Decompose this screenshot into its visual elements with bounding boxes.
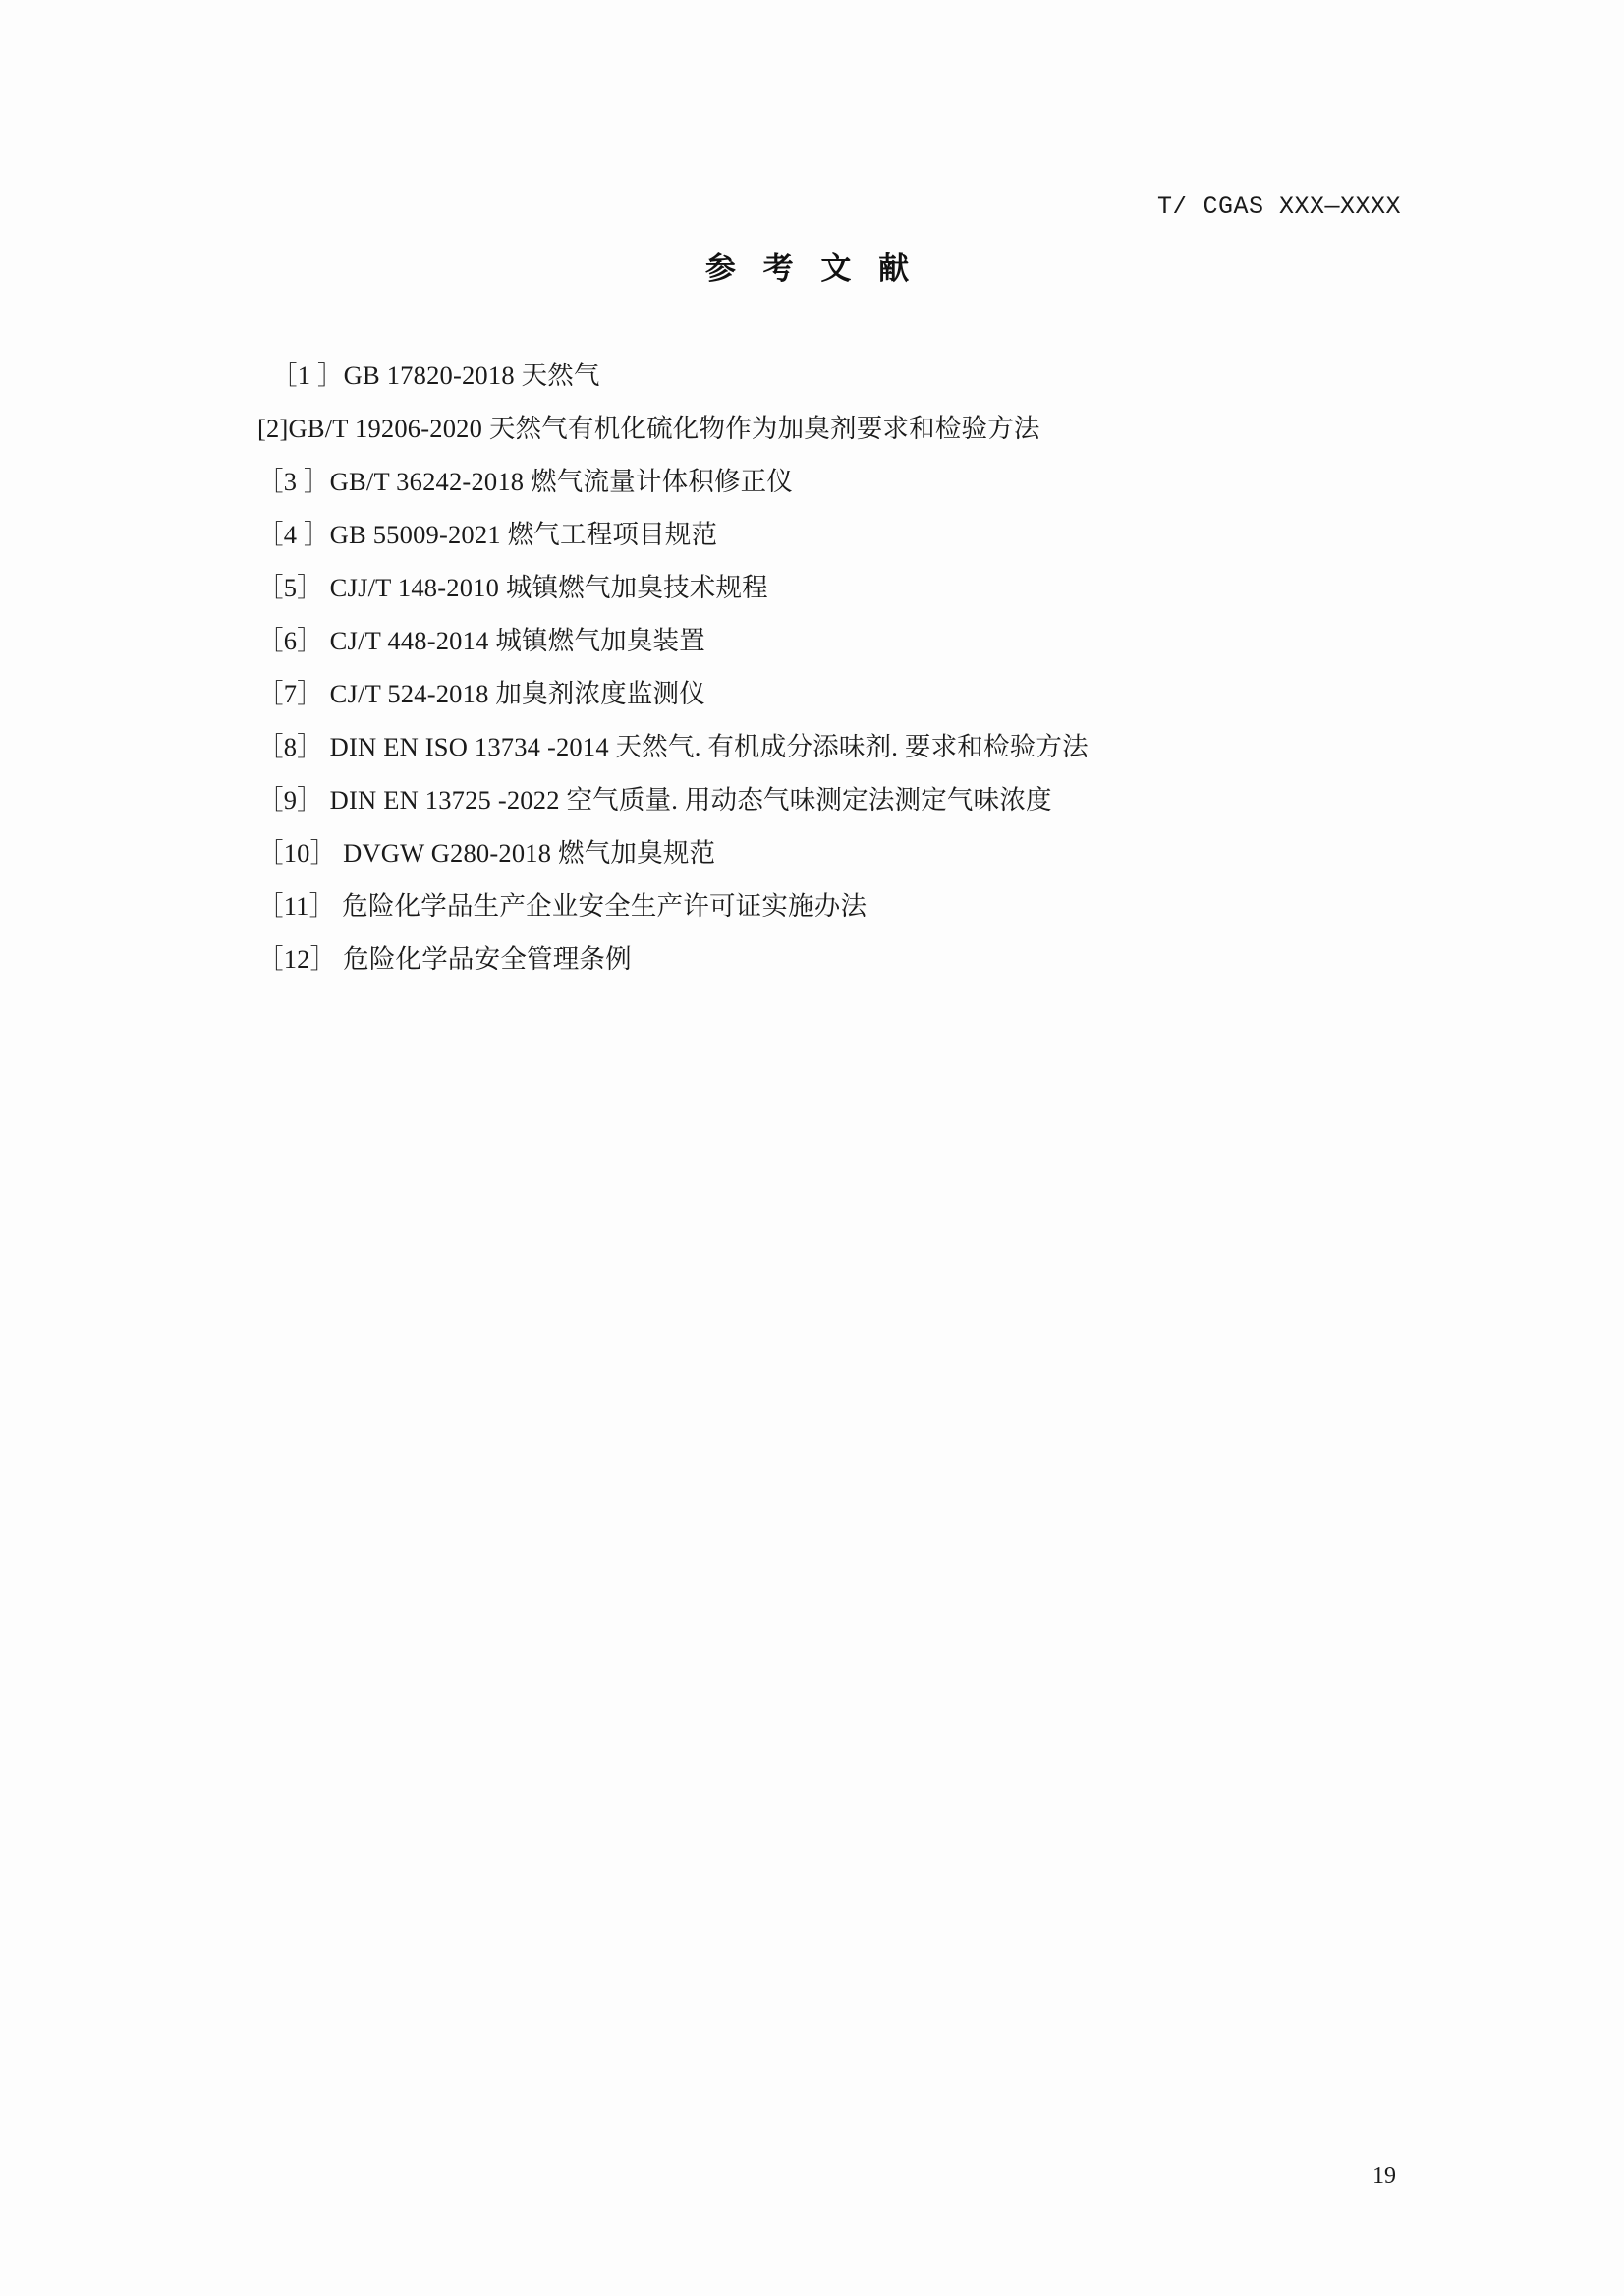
reference-item: ［12］ 危险化学品安全管理条例 <box>257 944 632 974</box>
reference-item: ［3 ］GB/T 36242-2018 燃气流量计体积修正仪 <box>257 467 794 496</box>
reference-item: [2]GB/T 19206-2020 天然气有机化硫化物作为加臭剂要求和检验方法 <box>257 414 1040 443</box>
reference-item: ［6］ CJ/T 448-2014 城镇燃气加臭装置 <box>257 626 705 655</box>
reference-item: ［8］ DIN EN ISO 13734 -2014 天然气. 有机成分添味剂. 要求和检验方法 <box>257 732 1089 761</box>
reference-item: ［1 ］GB 17820-2018 天然气 <box>271 361 600 390</box>
page-title: 参 考 文 献 <box>704 252 920 286</box>
reference-item: ［4 ］GB 55009-2021 燃气工程项目规范 <box>257 520 718 549</box>
reference-item: ［11］ 危险化学品生产企业安全生产许可证实施办法 <box>257 891 868 921</box>
reference-item: ［9］ DIN EN 13725 -2022 空气质量. 用动态气味测定法测定气味浓度 <box>257 785 1052 814</box>
reference-item: ［10］ DVGW G280-2018 燃气加臭规范 <box>257 838 716 868</box>
reference-item: ［5］ CJJ/T 148-2010 城镇燃气加臭技术规程 <box>257 573 768 602</box>
reference-list <box>257 349 1436 985</box>
reference-item: ［7］ CJ/T 524-2018 加臭剂浓度监测仪 <box>257 679 705 708</box>
standard-code-header: T/ CGAS XXX—XXXX <box>1156 193 1401 221</box>
page-number: 19 <box>1372 2163 1396 2189</box>
